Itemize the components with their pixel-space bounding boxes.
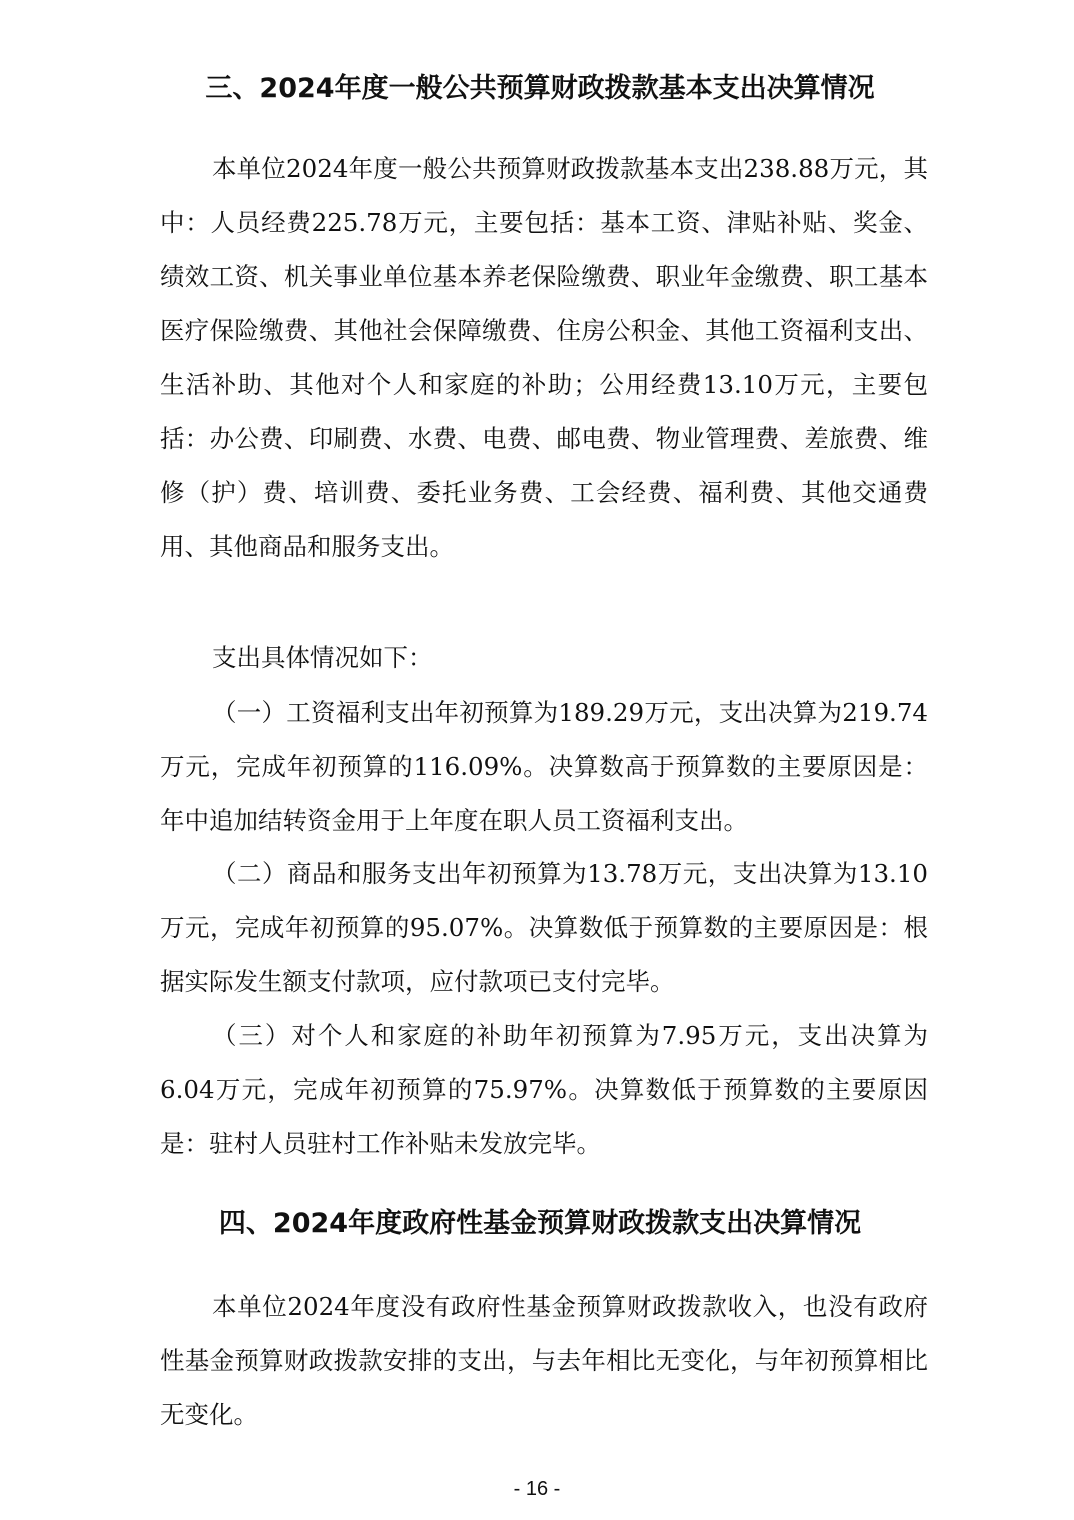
item-2-paragraph: （二）商品和服务支出年初预算为13.78万元，支出决算为13.10万元，完成年初预算的95.07%。决算数低于预算数的主要原因是：根据实际发生额支付款项，应付款项已支付完毕。 — [160, 859, 928, 996]
section-4-heading: 四、2024年度政府性基金预算财政拨款支出决算情况 — [218, 1208, 862, 1239]
details-intro-paragraph: 支出具体情况如下： — [212, 643, 433, 672]
page-number: - 16 - — [513, 1478, 561, 1500]
item-3-paragraph: （三）对个人和家庭的补助年初预算为7.95万元，支出决算为6.04万元，完成年初预算的75.97%。决算数低于预算数的主要原因是：驻村人员驻村工作补贴未发放完毕。 — [160, 1021, 928, 1158]
section-4-paragraph: 本单位2024年度没有政府性基金预算财政拨款收入，也没有政府性基金预算财政拨款安排的支出，与去年相比无变化，与年初预算相比无变化。 — [160, 1292, 928, 1429]
section-3-heading: 三、2024年度一般公共预算财政拨款基本支出决算情况 — [205, 73, 875, 104]
section-3-intro-paragraph: 本单位2024年度一般公共预算财政拨款基本支出238.88万元，其中：人员经费225.78万元，主要包括：基本工资、津贴补贴、奖金、绩效工资、机关事业单位基本养老保险缴费、职业年金缴费、职工基本医疗保险缴费、其他社会保障缴费、住房公积金、其他工资福利支出、生活补助、其他对个人和家庭的补助；公用经费13.10万元，主要包括：办公费、印刷费、水费、电费、邮电费、物业管理费、差旅费、维修（护）费、培训费、委托业务费、工会经费、福利费、其他交通费用、其他商品和服务支出。 — [160, 154, 928, 561]
item-1-paragraph: （一）工资福利支出年初预算为189.29万元，支出决算为219.74万元，完成年初预算的116.09%。决算数高于预算数的主要原因是：年中追加结转资金用于上年度在职人员工资福利支出。 — [160, 698, 928, 835]
